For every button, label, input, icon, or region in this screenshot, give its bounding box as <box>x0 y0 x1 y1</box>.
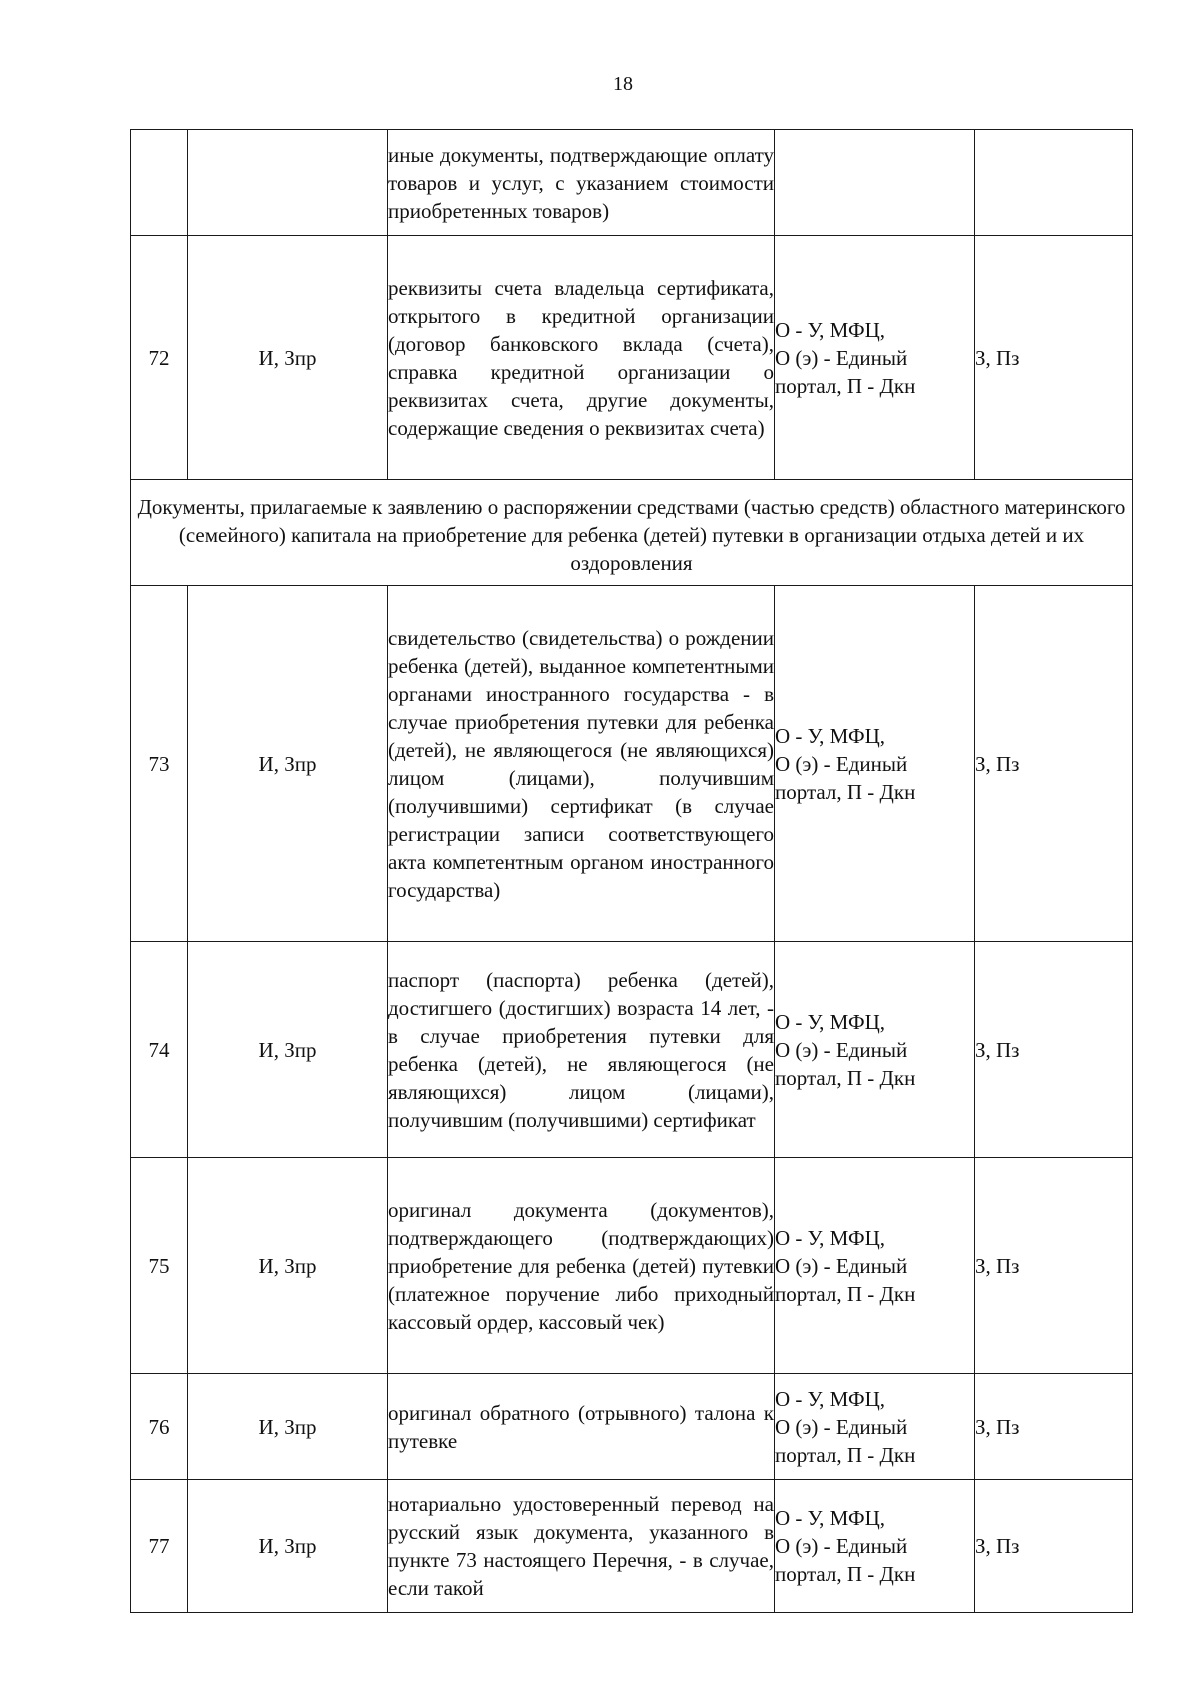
row-result: З, Пз <box>975 1158 1133 1374</box>
source-line: О (э) - Единый <box>775 1534 908 1558</box>
row-source <box>775 1480 975 1613</box>
source-line: портал, П - Дкн <box>775 1562 916 1586</box>
row-number: 72 <box>131 236 188 480</box>
row-description: оригинал документа (документов), подтверждающего (подтверждающих) приобретение для ребенка (детей) путевки (платежное поручение либо приходный кассовый ордер, кассовый чек) <box>388 1158 775 1374</box>
source-line: О (э) - Единый <box>775 1414 908 1439</box>
table-row <box>131 236 1133 480</box>
row-result: З, Пз <box>975 236 1133 480</box>
row-source <box>775 942 975 1158</box>
source-line: О (э) - Единый <box>775 345 908 370</box>
row-number: 73 <box>131 586 188 942</box>
row-description: паспорт (паспорта) ребенка (детей), достигшего (достигших) возраста 14 лет, - в случае приобретения путевки для ребенка (детей), не являющегося (не являющихся) лицом (лицами), получившим (получившими) сертификат <box>388 942 775 1158</box>
row-result: З, Пз <box>975 942 1133 1158</box>
row-code <box>188 130 388 236</box>
table-row <box>131 586 1133 942</box>
row-description: реквизиты счета владельца сертификата, открытого в кредитной организации (договор банковского вклада (счета), справка кредитной организации о реквизитах счета, другие документы, содержащие сведения о реквизитах счета) <box>388 236 775 480</box>
row-result: З, Пз <box>975 1374 1133 1480</box>
source-line: портал, П - Дкн <box>775 1442 916 1467</box>
row-code: И, Зпр <box>188 1480 388 1613</box>
row-description: свидетельство (свидетельства) о рождении ребенка (детей), выданное компетентными органами иностранного государства - в случае приобретения путевки для ребенка (детей), не являющегося (не являющихся) лицом (лицами), получившим (получившими) сертификат (в случае регистрации записи соответствующего акта компетентным органом иностранного государства) <box>388 586 775 942</box>
source-line: О - У, МФЦ, <box>775 1225 886 1250</box>
row-result: З, Пз <box>975 586 1133 942</box>
source-line: О (э) - Единый <box>775 1253 908 1278</box>
row-code: И, Зпр <box>188 1158 388 1374</box>
source-line: портал, П - Дкн <box>775 1065 916 1090</box>
source-line: портал, П - Дкн <box>775 1281 916 1306</box>
source-line: портал, П - Дкн <box>775 373 916 398</box>
row-source <box>775 130 975 236</box>
table-row <box>131 1480 1133 1613</box>
row-number: 75 <box>131 1158 188 1374</box>
row-result <box>975 130 1133 236</box>
row-source <box>775 1158 975 1374</box>
row-number: 77 <box>131 1480 188 1613</box>
source-line: О - У, МФЦ, <box>775 317 886 342</box>
row-code: И, Зпр <box>188 1374 388 1480</box>
source-line: О - У, МФЦ, <box>775 1506 886 1530</box>
row-number: 74 <box>131 942 188 1158</box>
table-row <box>131 1374 1133 1480</box>
row-source <box>775 236 975 480</box>
row-code: И, Зпр <box>188 586 388 942</box>
source-line: портал, П - Дкн <box>775 779 916 804</box>
row-code: И, Зпр <box>188 236 388 480</box>
table-row <box>131 130 1133 236</box>
row-description: нотариально удостоверенный перевод на русский язык документа, указанного в пункте 73 настоящего Перечня, - в случае, если такой <box>388 1480 775 1613</box>
row-number <box>131 130 188 236</box>
row-description: иные документы, подтверждающие оплату товаров и услуг, с указанием стоимости приобретенных товаров) <box>388 130 775 236</box>
row-number: 76 <box>131 1374 188 1480</box>
source-line: О - У, МФЦ, <box>775 723 886 748</box>
section-header-row <box>131 480 1133 586</box>
section-title: Документы, прилагаемые к заявлению о распоряжении средствами (частью средств) областного материнского (семейного) капитала на приобретение для ребенка (детей) путевки в организации отдыха детей и их оздоровления <box>131 480 1133 586</box>
table-row <box>131 1158 1133 1374</box>
source-line: О - У, МФЦ, <box>775 1386 886 1411</box>
row-result: З, Пз <box>975 1480 1133 1613</box>
source-line: О - У, МФЦ, <box>775 1009 886 1034</box>
row-code: И, Зпр <box>188 942 388 1158</box>
source-line: О (э) - Единый <box>775 1037 908 1062</box>
source-line: О (э) - Единый <box>775 751 908 776</box>
row-source <box>775 1374 975 1480</box>
table-row <box>131 942 1133 1158</box>
row-source <box>775 586 975 942</box>
page-number: 18 <box>613 73 633 95</box>
row-description: оригинал обратного (отрывного) талона к путевке <box>388 1374 775 1480</box>
documents-table <box>130 129 1133 1613</box>
